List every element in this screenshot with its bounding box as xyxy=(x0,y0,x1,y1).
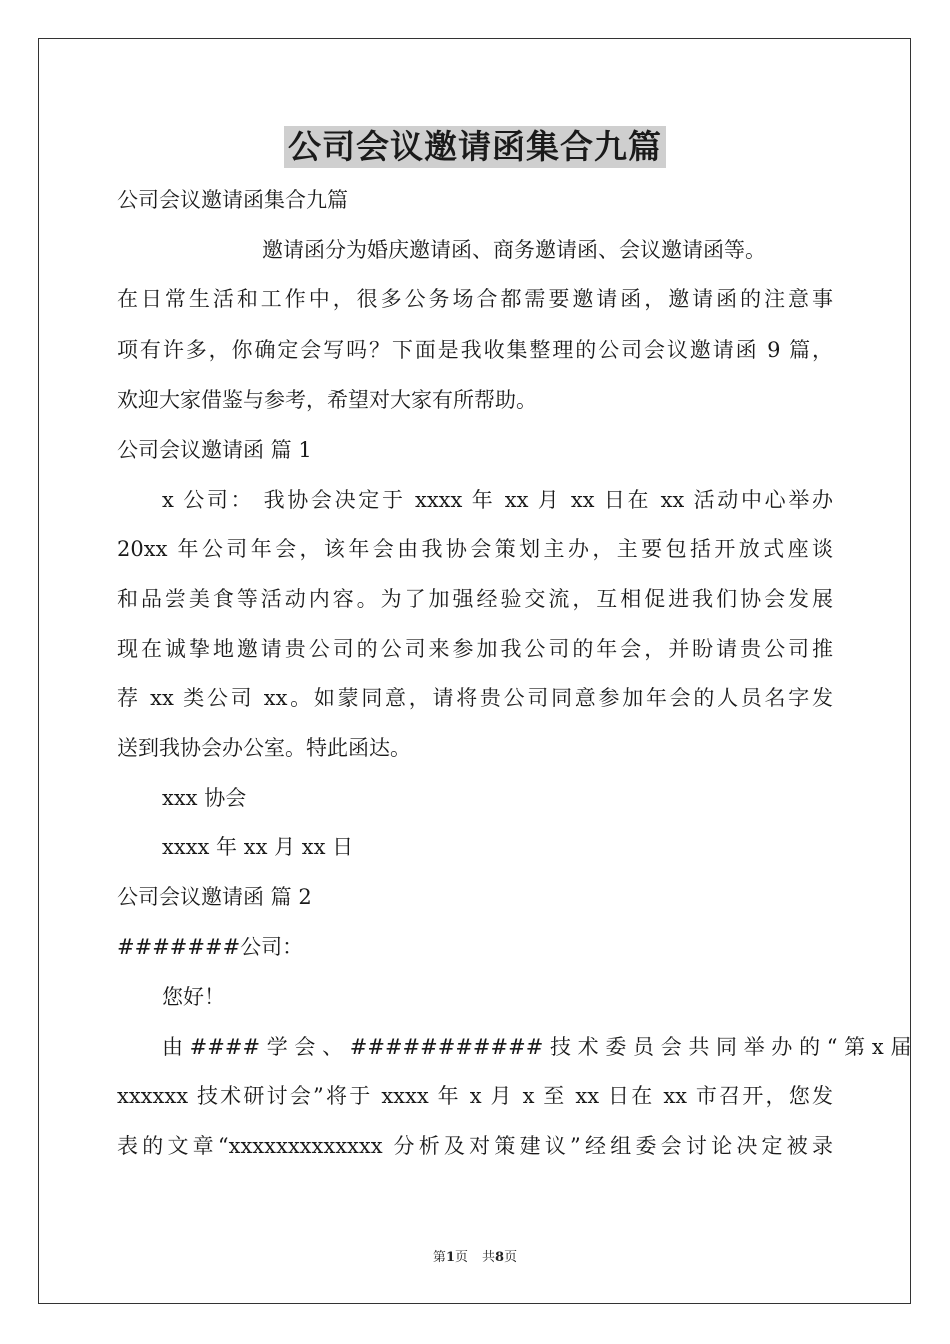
section1-body-line-5: 荐 xx 类公司 xx。如蒙同意，请将贵公司同意参加年会的人员名字发 xyxy=(117,686,833,710)
total-suffix: 页 xyxy=(504,1250,518,1265)
intro-line-4: 欢迎大家借鉴与参考，希望对大家有所帮助。 xyxy=(117,388,537,412)
section-heading-2: 公司会议邀请函 篇 2 xyxy=(117,885,312,909)
intro-line-2: 在日常生活和工作中，很多公务场合都需要邀请函，邀请函的注意事 xyxy=(117,287,833,311)
intro-line-3: 项有许多，你确定会写吗？下面是我收集整理的公司会议邀请函 9 篇， xyxy=(117,338,833,362)
page-prefix: 第 xyxy=(432,1250,446,1265)
total-page-number: 8 xyxy=(495,1250,505,1265)
page-mid: 页 xyxy=(454,1250,468,1265)
document-title: 公司会议邀请函集合九篇 xyxy=(284,126,666,168)
current-page-number: 1 xyxy=(445,1250,455,1265)
section2-body-line-2: xxxxxx 技术研讨会”将于 xxxx 年 x 月 x 至 xx 日在 xx 市召开，您发 xyxy=(117,1084,833,1108)
section2-body-line-1: 由 #### 学 会 、 ########### 技 术 委 员 会 共 同 举 办 的 “ 第 x 届 xyxy=(162,1035,912,1059)
section2-addressee: #######公司： xyxy=(117,935,304,959)
section1-signature: xxx 协会 xyxy=(162,786,247,810)
section2-body-line-3: 表的文章“xxxxxxxxxxxxx 分析及对策建议”经组委会讨论决定被录 xyxy=(117,1134,833,1158)
section1-body-line-2: 20xx 年公司年会，该年会由我协会策划主办，主要包括开放式座谈 xyxy=(117,537,833,561)
page-footer xyxy=(0,1250,950,1266)
total-prefix: 共 xyxy=(482,1250,496,1265)
document-subtitle: 公司会议邀请函集合九篇 xyxy=(117,188,348,212)
section1-body-line-3: 和品尝美食等活动内容。为了加强经验交流，互相促进我们协会发展 xyxy=(117,587,833,611)
section-heading-1: 公司会议邀请函 篇 1 xyxy=(117,438,312,462)
section1-body-line-1: x 公司： 我协会决定于 xxxx 年 xx 月 xx 日在 xx 活动中心举办 xyxy=(162,488,833,512)
title-container xyxy=(0,126,950,168)
section1-date: xxxx 年 xx 月 xx 日 xyxy=(162,835,354,859)
page-border xyxy=(38,38,911,1304)
section1-body-line-6: 送到我协会办公室。特此函达。 xyxy=(117,736,411,760)
section2-greeting: 您好！ xyxy=(162,985,225,1009)
intro-line-1: 邀请函分为婚庆邀请函、商务邀请函、会议邀请函等。 xyxy=(262,238,766,262)
section1-body-line-4: 现在诚挚地邀请贵公司的公司来参加我公司的年会，并盼请贵公司推 xyxy=(117,637,833,661)
